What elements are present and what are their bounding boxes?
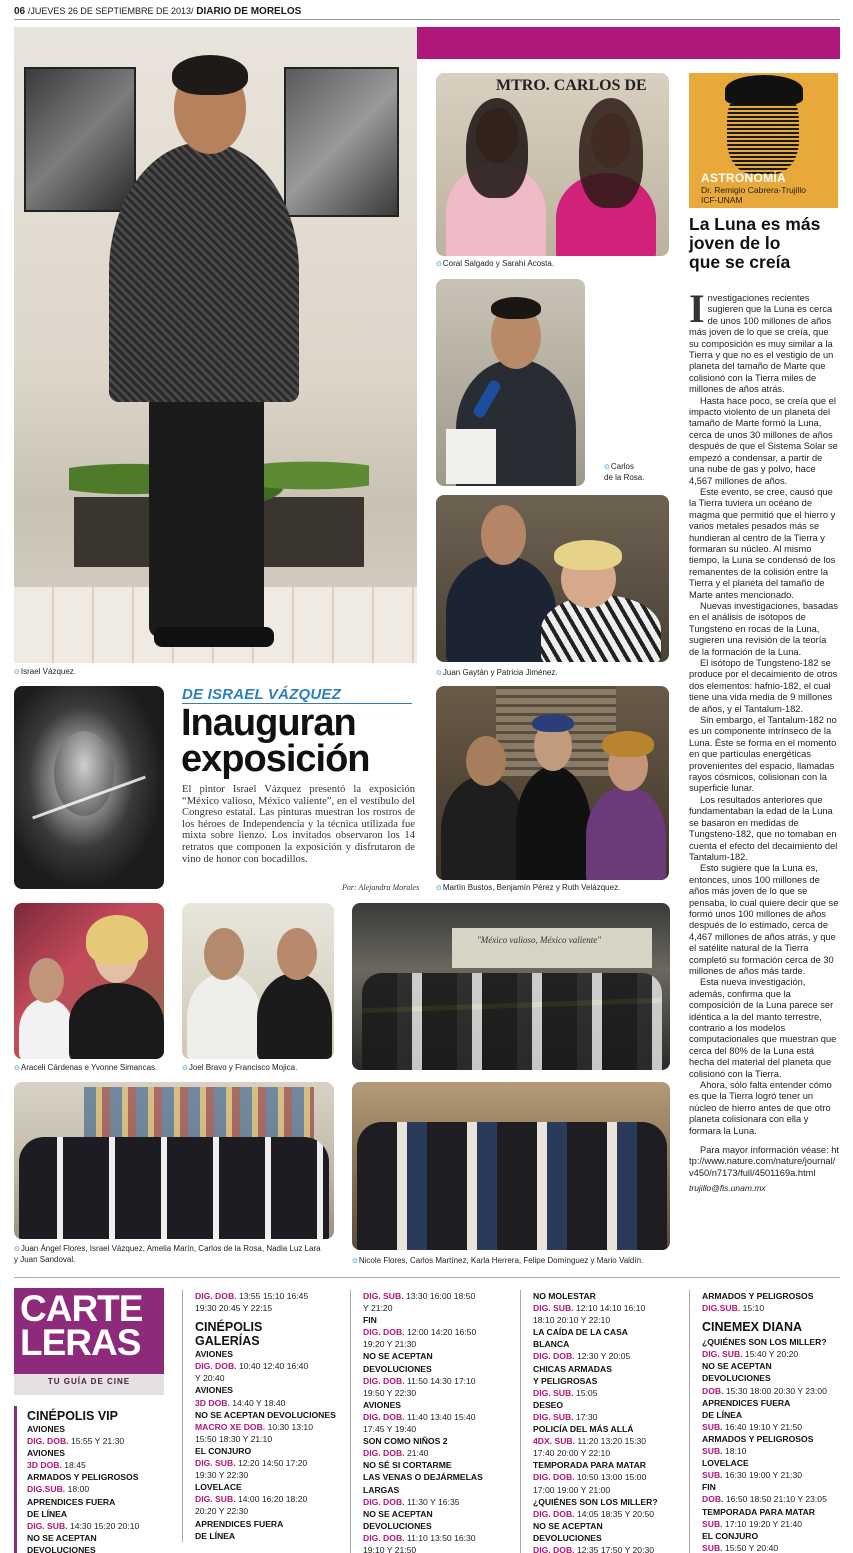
exhibit-byline: Por: Alejandra Morales — [342, 883, 420, 892]
nicole-group — [357, 1122, 667, 1250]
format-label: DIG.SUB. — [27, 1484, 68, 1495]
movie-title: LOVELACE — [702, 1458, 749, 1469]
cinema-name: CINEMEX DIANA — [702, 1320, 803, 1335]
movie-title: NO SE ACEPTAN — [363, 1508, 433, 1519]
yvonne-hair — [86, 915, 148, 965]
girl-shirt — [19, 998, 74, 1059]
showtime-values: 12:10 14:10 16:10 — [575, 1303, 646, 1314]
format-label: DIG. DOB. — [363, 1375, 407, 1386]
photo-juan — [436, 495, 669, 662]
astro-title-2: joven de lo — [689, 233, 781, 253]
format-label: DIG. DOB. — [195, 1361, 239, 1372]
cinema-name: GALERÍAS — [195, 1334, 260, 1349]
man-hair — [172, 55, 248, 95]
wall-panel — [452, 928, 652, 968]
movie-title: DEVOLUCIONES — [363, 1520, 432, 1531]
astro-paragraph: Investigaciones recientes sugieren que la Luna es cerca de unos 100 millones de años más joven de lo que se creía, que su composición es muy similar a la Tierra y que no es el vestigio de un planeta del tamaño de Marte que colisionó con la Tierra miles de millones de años atrás. — [689, 286, 834, 395]
astro-paragraph: Sin embargo, el Tantalum-182 no es un componente intrínseco de la Luna. Éste se forma en el momento en que partículas energéticas provenientes del espacio, llamadas rayos cósmicos, colisionan con la superficie lunar. — [689, 715, 837, 794]
showtimes: 19:20 Y 21:30 — [363, 1339, 417, 1350]
format-label: DIG. DOB. — [363, 1496, 407, 1507]
showtimes — [533, 1350, 680, 1362]
caption-martin: ⊙Martín Bustos, Benjamín Pérez y Ruth Velázquez. — [436, 883, 621, 892]
format-label: DIG. SUB. — [533, 1411, 576, 1422]
photo-group — [14, 1082, 334, 1239]
astro-title — [689, 215, 839, 272]
showtime-values: 15:30 18:00 20:30 Y 23:00 — [725, 1385, 827, 1396]
movie-title: Y PELIGROSAS — [533, 1375, 598, 1386]
juan-head — [481, 505, 526, 565]
showtimes: 17:40 20:00 Y 22:10 — [533, 1448, 611, 1459]
showtimes — [363, 1532, 510, 1544]
showtime-values: 14:40 Y 18:40 — [232, 1397, 286, 1408]
showtime-values: 10:30 13:10 — [267, 1421, 313, 1432]
page-number: 06 — [14, 6, 26, 17]
astro-paragraph: Esto sugiere que la Luna es, entonces, unos 100 millones de años más joven de lo que se pensaba, lo cual quiere decir que se formó unos 100 millones de años después de lo estimado, cerca de 4,467 millones de años atrás, y que el satélite natural de la Tierra completó su formación cerca de 30 millones de años más tarde. — [689, 863, 839, 976]
photo-coral — [436, 73, 669, 256]
showtime-values: 13:55 15:10 16:45 — [238, 1291, 309, 1301]
caption-carlos: ⊙Carlos de la Rosa. — [604, 462, 645, 482]
exhibit-title-2: exposición — [181, 738, 370, 780]
woman-right-hair — [579, 98, 643, 208]
format-label: SUB. — [702, 1446, 725, 1457]
astro-email[interactable]: trujillo@fis.unam.mx — [689, 1183, 766, 1194]
woman-left-hair — [466, 98, 528, 198]
man-shirt — [109, 142, 299, 402]
showtimes: 19:30 Y 22:30 — [195, 1470, 249, 1481]
format-label: DIG. DOB. — [533, 1351, 577, 1362]
showtimes — [195, 1360, 342, 1372]
photo-carlos — [436, 279, 585, 486]
movie-title: APRENDICES FUERA — [195, 1518, 284, 1529]
photo-ribbon — [352, 903, 670, 1070]
painted-face — [54, 731, 114, 816]
showtimes: 15:50 18:30 Y 21:10 — [195, 1433, 273, 1444]
main-photo — [14, 27, 417, 663]
cinema-name: CINÉPOLIS — [195, 1320, 263, 1335]
header-rule — [14, 19, 840, 20]
showtimes — [702, 1469, 849, 1481]
astro-title-1: La Luna es más — [689, 214, 821, 234]
format-label: DOB. — [702, 1385, 726, 1396]
astro-paragraph: Ahora, sólo falta entender cómo es que la Tierra logró tener un núcleo de hierro antes de que otro planeta colisionara con ella y formara la Luna. — [689, 1080, 832, 1136]
format-label: 3D DOB. — [195, 1397, 233, 1408]
patricia-hair — [554, 540, 622, 570]
girl-head — [29, 958, 64, 1003]
portrait-hair — [725, 75, 803, 105]
movie-title: AVIONES — [195, 1385, 234, 1396]
man-shoes — [154, 627, 274, 647]
showtime-values: 15:05 — [575, 1387, 598, 1398]
format-label: 3D DOB. — [27, 1460, 65, 1471]
caption-joel: ⊙Joel Bravo y Francisco Mojica. — [182, 1063, 298, 1072]
francisco-head — [277, 928, 317, 980]
movie-title: DEVOLUCIONES — [702, 1373, 771, 1384]
showtime-values: 16:50 18:50 21:10 Y 23:05 — [725, 1494, 827, 1505]
showtime-values: 11:50 14:30 17:10 — [406, 1375, 476, 1386]
format-label: DOB. — [702, 1494, 726, 1505]
cinema-name: CINÉPOLIS VIP — [27, 1409, 118, 1423]
format-label: SUB. — [702, 1542, 725, 1553]
showtime-values: 21:40 — [406, 1448, 429, 1459]
movie-title: NO SE ACEPTAN — [27, 1532, 97, 1543]
showtimes — [363, 1496, 510, 1508]
movie-title: EL CONJURO — [195, 1445, 252, 1456]
showtimes — [533, 1508, 680, 1520]
showtimes — [363, 1326, 510, 1338]
showtimes — [363, 1290, 510, 1302]
showtime-values: 15:50 Y 20:40 — [724, 1542, 779, 1553]
format-label: DIG. SUB. — [702, 1349, 745, 1360]
showtime-values: 14:30 15:20 20:10 — [69, 1520, 140, 1531]
logo-line-2: LERAS — [20, 1322, 141, 1363]
showtimes — [702, 1348, 849, 1360]
movie-title: APRENDICES FUERA — [27, 1496, 116, 1507]
martin-jacket — [441, 776, 526, 880]
showtimes: 17:45 Y 19:40 — [363, 1424, 417, 1435]
ruth-hair — [602, 731, 654, 757]
caption-main: ⊙Israel Vázquez. — [14, 667, 77, 676]
showtime-values: 12:30 Y 20:05 — [576, 1351, 631, 1362]
caption-juan: ⊙Juan Gaytán y Patricia Jiménez. — [436, 668, 558, 677]
showtime-values: 18:00 — [67, 1484, 90, 1495]
joel-shirt — [187, 973, 262, 1059]
paper — [446, 429, 496, 484]
movie-title: NO SE ACEPTAN — [702, 1361, 772, 1372]
movie-title: DE LÍNEA — [195, 1530, 236, 1541]
astro-author: Dr. Remigio Cabrera-Trujillo — [701, 185, 807, 195]
exhibit-body: El pintor Israel Vázquez presentó la exposición “México valioso, México valiente”, en el vestíbulo del Congreso estatal. Las pinturas muestran los rostros de los héroes de Independencia y la técnica utilizada fue mixta sobre lienzo. Los invitados observaron los 14 retratos que componen la exposición y disfrutaron de vino de honor con bocadillos. — [182, 784, 415, 865]
format-label: DIG. SUB. — [195, 1494, 238, 1505]
panel-text: "México valioso, México valiente" — [477, 935, 602, 945]
movie-title: DEVOLUCIONES — [27, 1544, 96, 1553]
martin-head — [466, 736, 506, 786]
benjamin-cap — [532, 714, 574, 732]
showtime-values: 12:00 14:20 16:50 — [406, 1327, 477, 1338]
showtimes — [702, 1542, 849, 1553]
format-label: DIG. SUB. — [533, 1303, 576, 1314]
format-label: DIG. DOB. — [27, 1436, 71, 1447]
format-label: DIG. SUB. — [27, 1520, 70, 1531]
format-label: DIG. SUB. — [533, 1387, 576, 1398]
movie-title: NO MOLESTAR — [533, 1291, 596, 1301]
showtimes — [702, 1518, 849, 1530]
movie-title: ARMADOS Y PELIGROSOS — [702, 1433, 814, 1444]
astro-paragraph: Hasta hace poco, se creía que el impacto violento de un planeta del tamaño de Marte formó la Luna, cerca de unos 30 millones de años después de que el Sistema Solar se empezó a condensar, a partir de una nube de gas y polvo, hace 4,567 millones de años. — [689, 395, 838, 486]
drop-cap: I — [689, 286, 705, 331]
astro-paragraph: Los resultados anteriores que fundamentaban la edad de la Luna se basaron en medidas de Tungsteno-182, que no tomaban en cuenta el efecto del decaimiento del Tantalum-182. — [689, 794, 838, 862]
showtime-values: 17:10 19:20 Y 21:40 — [724, 1518, 803, 1529]
movie-title: DEVOLUCIONES — [363, 1363, 432, 1374]
man-legs — [149, 387, 264, 637]
showtimes — [533, 1411, 680, 1423]
showtimes — [702, 1421, 849, 1433]
movie-title: DESEO — [533, 1399, 564, 1410]
benjamin-jacket — [516, 766, 591, 880]
showtimes — [195, 1290, 342, 1302]
showtime-values: 18:10 — [724, 1446, 747, 1457]
format-label: DIG. DOB. — [363, 1532, 407, 1543]
showtimes — [27, 1483, 174, 1495]
astro-article — [689, 286, 839, 1195]
format-label: DIG. DOB. — [363, 1327, 407, 1338]
movie-title: AVIONES — [27, 1448, 66, 1459]
caption-group: ⊙Juan Ángel Flores, Israel Vázquez, Amelia Marín, Carlos de la Rosa, Nadia Luz Lara y Juan Sandoval. — [14, 1244, 321, 1264]
movie-title: ¿QUIÉNES SON LOS MILLER? — [702, 1337, 827, 1348]
showtimes: Y 20:40 — [195, 1373, 225, 1384]
showtimes: 17:00 19:00 Y 21:00 — [533, 1484, 611, 1495]
showtimes — [363, 1447, 510, 1459]
showtime-values: 13:30 16:00 18:50 — [405, 1291, 476, 1301]
cartelera-col-5 — [689, 1290, 849, 1553]
showtimes — [27, 1459, 174, 1471]
showtime-values: 15:55 Y 21:30 — [70, 1436, 125, 1447]
movie-title: AVIONES — [363, 1399, 402, 1410]
logo-tagline: TU GUÍA DE CINE — [47, 1377, 131, 1386]
cartelera-col-2 — [182, 1290, 342, 1542]
astro-institution: ICF-UNAM — [701, 195, 743, 205]
movie-title: BLANCA — [533, 1339, 570, 1350]
format-label: SUB. — [702, 1518, 725, 1529]
showtime-values: 11:30 Y 16:35 — [406, 1496, 460, 1507]
photo-nicole — [352, 1082, 670, 1250]
astro-title-3: que se creía — [689, 252, 791, 272]
carlos-hair — [491, 297, 541, 319]
showtimes — [533, 1387, 680, 1399]
movie-title: LARGAS — [363, 1484, 400, 1495]
format-label: DIG. DOB. — [533, 1508, 577, 1519]
movie-title: LAS VENAS O DEJÁRMELAS — [363, 1472, 483, 1483]
format-label: DIG. DOB. — [363, 1411, 407, 1422]
movie-title: TEMPORADA PARA MATAR — [533, 1460, 646, 1471]
showtime-values: 12:20 14:50 17:20 — [237, 1458, 308, 1469]
showtime-values: 14:05 18:35 Y 20:50 — [576, 1508, 655, 1519]
showtimes: 19:50 Y 22:30 — [363, 1387, 417, 1398]
movie-title: ARMADOS Y PELIGROSOS — [27, 1472, 139, 1483]
movie-title: ¿QUIÉNES SON LOS MILLER? — [533, 1496, 658, 1507]
astro-link-paragraph[interactable]: Para mayor información véase: http://www.nature.com/nature/journal/v450/n7173/full/4501169a.html — [689, 1145, 839, 1178]
painting-right — [284, 67, 399, 217]
cartelera-col-3 — [350, 1290, 510, 1553]
showtimes — [195, 1421, 342, 1433]
format-label: DIG. SUB. — [195, 1458, 238, 1469]
movie-title: SON COMO NIÑOS 2 — [363, 1436, 448, 1447]
showtimes — [702, 1385, 849, 1397]
caption-nicole: ⊙Nicole Flores, Carlos Martínez, Karla Herrera, Felipe Domínguez y Mario Valdín. — [352, 1256, 644, 1265]
showtimes: 18:10 20:10 Y 22:10 — [533, 1315, 611, 1326]
astro-paragraph: Esta nueva investigación, además, confirma que la composición de la Luna parece ser idéntica a la del manto terrestre, contrario a los modelos computacionales que muestran que cerca del 80% de la Luna está hecha del material del planeta que colisionó con la Tierra. — [689, 977, 837, 1079]
format-label: DIG. DOB. — [195, 1291, 239, 1301]
juan-jacket — [446, 555, 556, 662]
movie-title: POLICÍA DEL MÁS ALLÁ — [533, 1424, 634, 1435]
format-label: SUB. — [702, 1470, 725, 1481]
section-divider — [14, 1277, 840, 1278]
movie-title: CHICAS ARMADAS — [533, 1363, 612, 1374]
magenta-band — [417, 27, 840, 59]
cartelera-col-1 — [14, 1406, 174, 1553]
format-label: DIG. SUB. — [363, 1291, 406, 1301]
banner-text: MTRO. CARLOS DE — [496, 77, 647, 94]
movie-title: ARMADOS Y PELIGROSOS — [702, 1291, 814, 1301]
caption-coral: ⊙Coral Salgado y Sarahí Acosta. — [436, 259, 555, 268]
movie-title: DEVOLUCIONES — [533, 1532, 602, 1543]
showtimes — [363, 1411, 510, 1423]
movie-title: FIN — [702, 1482, 716, 1493]
showtimes: 19:30 20:45 Y 22:15 — [195, 1303, 273, 1314]
movie-title: AVIONES — [195, 1349, 234, 1360]
showtimes: Y 21:20 — [363, 1303, 393, 1314]
astro-section: ASTRONOMÍA — [701, 171, 786, 185]
showtimes — [702, 1445, 849, 1457]
showtime-values: 18:45 — [64, 1460, 86, 1471]
movie-title: APRENDICES FUERA — [702, 1397, 791, 1408]
astro-paragraph: Este evento, se cree, causó que la Tierra tuviera un océano de magma que permitió que el hierro y varios metales pesados más se hundieran al centro de la Tierra y formaran su núcleo. Al mismo tiempo, la Luna se condensó de los remanentes de la colisión entre la Tierra y el planeta del tamaño de Marte antes mencionado. — [689, 486, 836, 600]
movie-title: NO SE ACEPTAN DEVOLUCIONES — [195, 1409, 336, 1420]
movie-title: TEMPORADA PARA MATAR — [702, 1506, 815, 1517]
ruth-blouse — [586, 786, 666, 880]
showtime-values: 10:50 13:00 15:00 — [576, 1472, 647, 1483]
movie-title: NO SE ACEPTAN — [533, 1520, 603, 1531]
format-label: DIG. DOB. — [533, 1544, 577, 1553]
patricia-blouse — [541, 595, 661, 662]
format-label: DIG. DOB. — [533, 1472, 577, 1483]
showtime-values: 16:30 19:00 Y 21:30 — [724, 1470, 803, 1481]
showtime-values: 15:10 — [742, 1303, 765, 1314]
showtimes: 19:10 Y 21:50 — [363, 1544, 417, 1553]
showtimes — [27, 1520, 174, 1532]
page-date: /JUEVES 26 DE SEPTIEMBRE DE 2013/ — [27, 6, 194, 16]
showtime-values: 17:30 — [575, 1411, 598, 1422]
carteleras-logo — [14, 1288, 164, 1395]
showtime-values: 15:40 Y 20:20 — [744, 1349, 799, 1360]
showtimes — [195, 1397, 342, 1409]
format-label: MACRO XE DOB. — [195, 1421, 268, 1432]
painting-photo — [14, 686, 164, 889]
movie-title: LOVELACE — [195, 1482, 242, 1493]
photo-araceli — [14, 903, 164, 1059]
movie-title: DE LÍNEA — [27, 1508, 68, 1519]
ribbon-group — [362, 973, 662, 1070]
movie-title: NO SÉ SI CORTARME — [363, 1460, 452, 1471]
showtime-values: 11:10 13:50 16:30 — [406, 1532, 476, 1543]
exhibit-kicker: DE ISRAEL VÁZQUEZ — [182, 686, 412, 704]
showtimes — [195, 1493, 342, 1505]
logo-line-1: CARTE — [20, 1288, 143, 1329]
movie-title: AVIONES — [27, 1424, 66, 1434]
showtimes — [363, 1375, 510, 1387]
movie-title: LA CAÍDA DE LA CASA — [533, 1327, 629, 1338]
cartelera-col-4 — [520, 1290, 680, 1553]
joel-head — [204, 928, 244, 980]
painting-left — [24, 67, 136, 212]
format-label: SUB. — [702, 1421, 725, 1432]
showtime-values: 10:40 12:40 16:40 — [238, 1361, 309, 1372]
astro-paragraph: El isótopo de Tungsteno-182 se produce por el decaimiento de otros dos elementos: hafnio-182, el cual tiene una vida media de 9 millones de años, y el Tantalum-182. — [689, 658, 838, 714]
showtimes — [27, 1435, 174, 1447]
movie-title: DE LÍNEA — [702, 1409, 743, 1420]
page-header — [14, 4, 840, 20]
photo-martin — [436, 686, 669, 880]
format-label: 4DX. SUB. — [533, 1436, 578, 1447]
movie-title: FIN — [363, 1315, 377, 1326]
showtime-values: 16:40 19:10 Y 21:50 — [724, 1421, 803, 1432]
exhibit-title-1: Inauguran — [181, 702, 356, 744]
paper-name: DIARIO DE MORELOS — [196, 6, 302, 17]
caption-araceli: ⊙Araceli Cárdenas e Yvonne Simancas. — [14, 1063, 158, 1072]
showtime-values: 11:20 13:20 15:30 — [577, 1436, 647, 1447]
group-people — [19, 1137, 329, 1239]
photo-joel — [182, 903, 334, 1059]
astronomy-banner — [689, 73, 838, 208]
format-label: DIG.SUB. — [702, 1303, 743, 1314]
showtimes — [702, 1493, 849, 1505]
showtime-values: 12:35 17:50 Y 20:30 — [576, 1544, 655, 1553]
showtime-values: 14:00 16:20 18:20 — [237, 1494, 308, 1505]
showtimes — [533, 1302, 680, 1314]
showtimes — [533, 1544, 680, 1553]
francisco-shirt — [257, 973, 332, 1059]
showtimes — [533, 1435, 680, 1447]
showtimes — [702, 1302, 849, 1314]
astro-paragraph: Nuevas investigaciones, basadas en el análisis de isótopos de Tungsteno en rocas de la Luna, sugieren una revisión de la teoría de la formación de la Luna. — [689, 600, 838, 657]
format-label: DIG. DOB. — [363, 1448, 407, 1459]
showtimes: 20:20 Y 22:30 — [195, 1506, 249, 1517]
showtime-values: 11:40 13:40 15:40 — [406, 1411, 476, 1422]
showtimes — [533, 1471, 680, 1483]
showtimes — [195, 1457, 342, 1469]
movie-title: NO SE ACEPTAN — [363, 1351, 433, 1362]
yvonne-dress — [69, 983, 164, 1059]
movie-title: EL CONJURO — [702, 1530, 759, 1541]
